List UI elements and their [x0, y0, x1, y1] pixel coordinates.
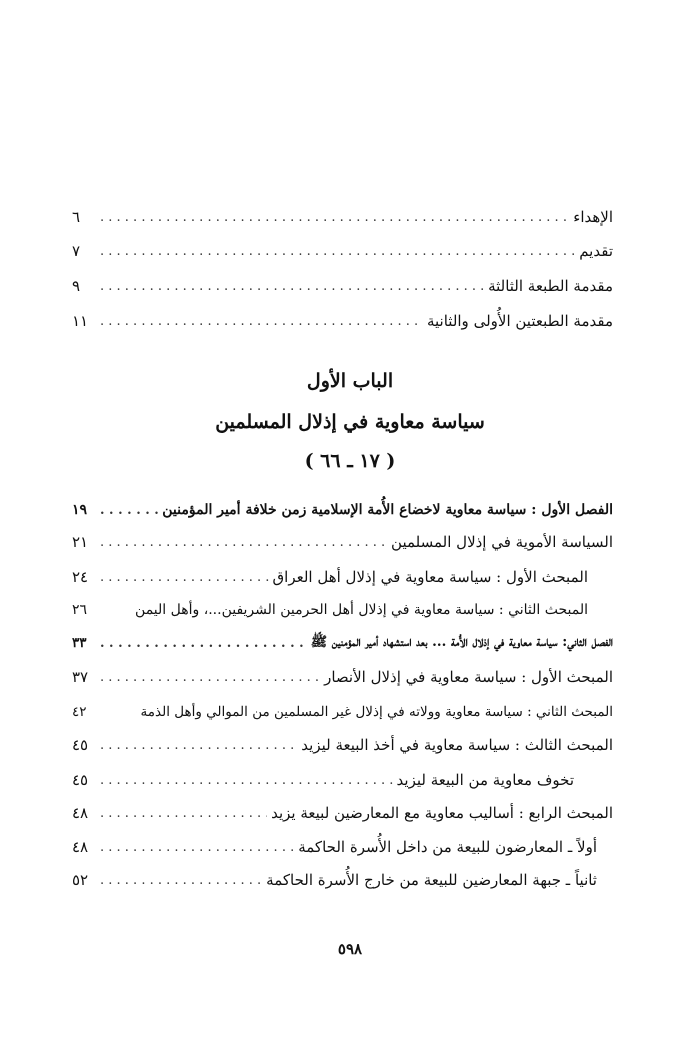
toc-entry-title: تقديم [579, 242, 613, 260]
part-label: الباب الأول [306, 370, 394, 392]
toc-entry-page: ٢٤ [72, 568, 89, 586]
toc-entry-page: ٢٦ [72, 602, 88, 618]
toc-entry [72, 697, 613, 727]
dot-leader [100, 210, 569, 225]
dot-leader [100, 244, 575, 259]
toc-entry-title: المبحث الثالث : سياسة معاوية في أخذ البيعة ليزيد [301, 736, 613, 754]
dot-leader [100, 570, 269, 585]
toc-entry [72, 271, 613, 301]
toc-entry-page: ٣٣ [72, 635, 87, 651]
toc-entry-page: ٣٧ [72, 668, 89, 686]
toc-entry-title: المبحث الأول : سياسة معاوية في إذلال أهل العراق [272, 568, 588, 586]
dot-leader [100, 670, 320, 685]
toc-entry-title: تخوف معاوية من البيعة ليزيد [396, 771, 574, 789]
toc-entry [72, 306, 613, 336]
toc-entry-title: ثانياً ـ جبهة المعارضين للبيعة من خارج الأُسرة الحاكمة [266, 871, 597, 889]
toc-entry-page: ١١ [72, 312, 89, 330]
toc-entry-title: الفصل الثاني: سياسة معاوية في إذلال الأُمة ... بعد استشهاد أمير المؤمنين ﷺ [310, 634, 613, 650]
toc-chapter-entry [72, 628, 613, 658]
toc-entry-page: ٤٨ [72, 804, 89, 822]
part-title: سياسة معاوية في إذلال المسلمين [215, 411, 485, 433]
toc-entry [72, 730, 613, 760]
toc-entry-page: ٩ [72, 277, 81, 295]
dot-leader [100, 873, 262, 888]
dot-leader [100, 738, 297, 753]
part-range: ( ١٧ ـ ٦٦ ) [304, 450, 396, 472]
toc-entry-page: ٤٥ [72, 771, 89, 789]
toc-entry-title: الفصل الأول : سياسة معاوية لاخضاع الأُمة الإسلامية زمن خلافة أمير المؤمنين [162, 502, 613, 518]
toc-entry-page: ٥٢ [72, 871, 89, 889]
dot-leader [100, 636, 307, 651]
toc-entry-page: ١٩ [72, 502, 88, 518]
toc-entry [72, 595, 588, 625]
page-number: ٥٩٨ [337, 940, 363, 958]
toc-entry-title: المبحث الرابع : أساليب معاوية مع المعارضين لبيعة يزيد [271, 804, 613, 822]
toc-entry-title: المبحث الثاني : سياسة معاوية وولاته في إذلال غير المسلمين من الموالي وأهل الذمة [140, 704, 613, 720]
toc-entry-title: مقدمة الطبعة الثالثة [488, 277, 613, 295]
dot-leader [100, 503, 158, 518]
toc-entry [72, 562, 588, 592]
toc-entry-title: مقدمة الطبعتين الأُولى والثانية [426, 312, 613, 330]
toc-entry-page: ٧ [72, 242, 81, 260]
dot-leader [100, 840, 294, 855]
toc-entry [72, 865, 597, 895]
toc-entry [72, 798, 613, 828]
toc-entry-page: ٢١ [72, 533, 89, 551]
toc-entry-title: السياسة الأموية في إذلال المسلمين [391, 533, 613, 551]
toc-entry [72, 236, 613, 266]
toc-entry-page: ٤٨ [72, 838, 89, 856]
dot-leader [100, 773, 393, 788]
dot-leader [100, 806, 267, 821]
toc-entry-page: ٦ [72, 208, 81, 226]
toc-entry-title: المبحث الأول : سياسة معاوية في إذلال الأنصار [324, 668, 613, 686]
toc-entry-title: المبحث الثاني : سياسة معاوية في إذلال أهل الحرمين الشريفين...، وأهل اليمن [135, 602, 588, 618]
toc-entry [72, 662, 613, 692]
toc-entry [72, 765, 574, 795]
toc-chapter-entry [72, 495, 613, 525]
toc-entry-page: ٤٥ [72, 736, 89, 754]
toc-entry-title: أولاً ـ المعارضون للبيعة من داخل الأُسرة الحاكمة [298, 838, 597, 856]
toc-entry [72, 832, 597, 862]
toc-entry [72, 527, 613, 557]
dot-leader [100, 314, 423, 329]
dot-leader [100, 279, 484, 294]
toc-entry-title: الإهداء [573, 208, 613, 226]
dot-leader [100, 535, 387, 550]
toc-entry [72, 202, 613, 232]
toc-entry-page: ٤٢ [72, 704, 87, 720]
